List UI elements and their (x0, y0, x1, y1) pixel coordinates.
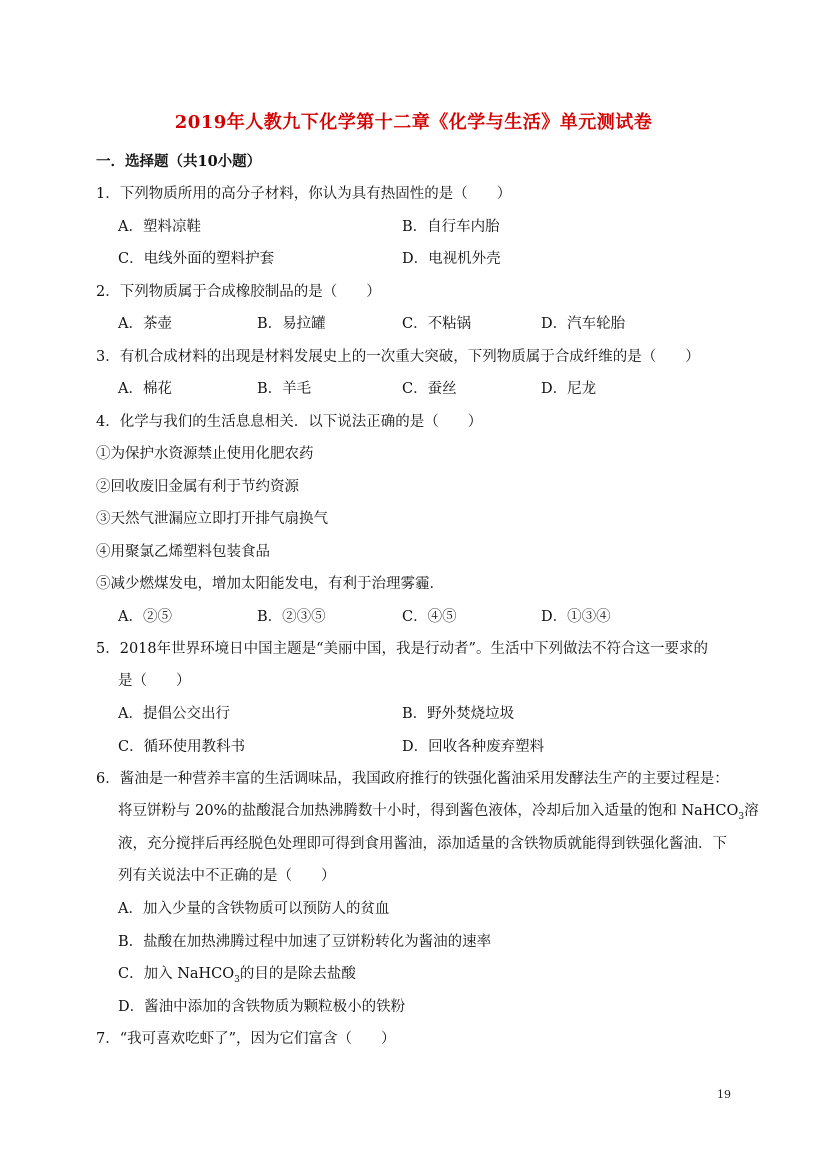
question-1-option-d: D．电视机外壳 (402, 251, 501, 267)
page-number: 19 (717, 1088, 731, 1101)
question-1-option-c: C．电线外面的塑料护套 (118, 251, 275, 267)
question-3-option-d: D．尼龙 (541, 381, 597, 397)
question-1-stem: 1．下列物质所用的高分子材料，你认为具有热固性的是（ ） (96, 186, 512, 202)
question-6-option-c: C．加入 NaHCO$_3$的目的是除去盐酸 (118, 966, 356, 985)
question-4-option-a: A．②⑤ (118, 609, 172, 625)
question-6-stem-line-4: 列有关说法中不正确的是（ ） (118, 868, 336, 884)
question-7-stem: 7．“我可喜欢吃虾了”，因为它们富含（ ） (96, 1031, 396, 1047)
question-1-option-b: B．自行车内胎 (402, 219, 500, 235)
question-6-option-d: D．酱油中添加的含铁物质为颗粒极小的铁粉 (118, 999, 406, 1015)
question-4-statement-3: ③天然气泄漏应立即打开排气扇换气 (96, 511, 328, 527)
question-3-stem: 3．有机合成材料的出现是材料发展史上的一次重大突破，下列物质属于合成纤维的是（ ） (96, 349, 700, 365)
section-heading: 一．选择题（共10小题） (96, 153, 262, 170)
question-6-stem-line-1: 6．酱油是一种营养丰富的生活调味品，我国政府推行的铁强化酱油采用发酵法生产的主要过程是： (96, 771, 729, 787)
question-5-option-c: C．循环使用教科书 (118, 739, 246, 755)
question-3-option-b: B．羊毛 (257, 381, 312, 397)
question-5-option-d: D．回收各种废弃塑料 (402, 739, 545, 755)
question-4-option-b: B．②③⑤ (257, 609, 326, 625)
question-5-stem-line-2: 是（ ） (118, 673, 191, 689)
question-6-stem-line-2: 将豆饼粉与 20%的盐酸混合加热沸腾数十小时，得到酱色液体，冷却后加入适量的饱和 NaHCO$_3$溶 (118, 803, 759, 822)
question-6-option-b: B．盐酸在加热沸腾过程中加速了豆饼粉转化为酱油的速率 (118, 934, 492, 950)
question-4-statement-5: ⑤减少燃煤发电，增加太阳能发电，有利于治理雾霾． (96, 576, 444, 592)
question-4-statement-2: ②回收废旧金属有利于节约资源 (96, 479, 299, 495)
question-2-option-b: B．易拉罐 (257, 316, 326, 332)
question-3-option-a: A．棉花 (118, 381, 172, 397)
question-6-stem-line-3: 液，充分搅拌后再经脱色处理即可得到食用酱油，添加适量的含铁物质就能得到铁强化酱油．下 (118, 836, 727, 852)
question-2-option-a: A．茶壶 (118, 316, 172, 332)
question-4-option-c: C．④⑤ (402, 609, 457, 625)
question-5-option-b: B．野外焚烧垃圾 (402, 706, 515, 722)
question-4-stem: 4．化学与我们的生活息息相关．以下说法正确的是（ ） (96, 414, 483, 430)
question-2-option-d: D．汽车轮胎 (541, 316, 626, 332)
question-1-option-a: A．塑料凉鞋 (118, 219, 201, 235)
question-3-option-c: C．蚕丝 (402, 381, 457, 397)
page-title: 2019年人教九下化学第十二章《化学与生活》单元测试卷 (174, 112, 653, 133)
question-2-stem: 2．下列物质属于合成橡胶制品的是（ ） (96, 284, 381, 300)
question-5-stem-line-1: 5．2018年世界环境日中国主题是“美丽中国，我是行动者”。生活中下列做法不符合这一要求的 (96, 641, 708, 657)
question-2-option-c: C．不粘锅 (402, 316, 472, 332)
question-6-option-a: A．加入少量的含铁物质可以预防人的贫血 (118, 901, 390, 917)
question-4-option-d: D．①③④ (541, 609, 611, 625)
question-4-statement-4: ④用聚氯乙烯塑料包装食品 (96, 544, 270, 560)
question-5-option-a: A．提倡公交出行 (118, 706, 230, 722)
question-4-statement-1: ①为保护水资源禁止使用化肥农药 (96, 446, 314, 462)
